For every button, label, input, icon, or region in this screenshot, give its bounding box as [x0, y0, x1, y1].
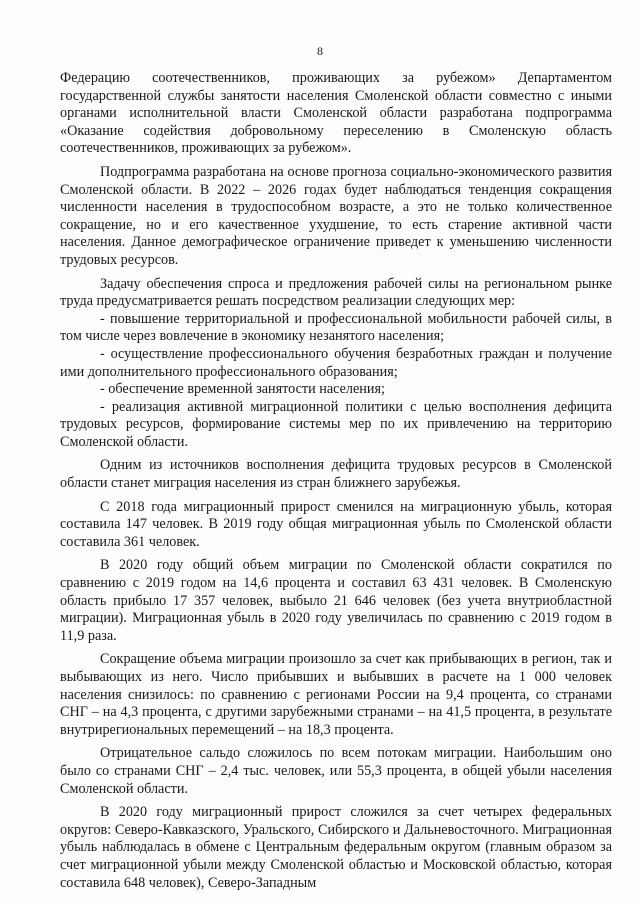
bullet-mobility: - повышение территориальной и профессиональной мобильности рабочей силы, в том числе через вовлечение в экономику незанятого населения; — [60, 310, 612, 345]
paragraph-continuation: Федерацию соотечественников, проживающих за рубежом» Департаментом государственной службы занятости населения Смоленской области совместно с иными органами исполнительной власти Смоленской области разработана подпрограмма «Оказание содействия добровольному переселению в Смоленскую область соотечественников, проживающих за рубежом». — [60, 70, 612, 157]
paragraph-subprogram-basis: Подпрограмма разработана на основе прогноза социально-экономического развития Смоленской области. В 2022 – 2026 годах будет наблюдаться тенденция сокращения численности населения в трудоспособном возрасте, а это не только количественное сокращение, но и его качественное ухудшение, то есть старение активной части населения. Данное демографическое ограничение приведет к уменьшению численности трудовых ресурсов. — [60, 163, 612, 268]
paragraph-migration-source: Одним из источников восполнения дефицита трудовых ресурсов в Смоленской области станет миграция населения из стран ближнего зарубежья. — [60, 457, 612, 492]
paragraph-migration-2018-2019: С 2018 года миграционный прирост сменился на миграционную убыль, которая составила 147 человек. В 2019 году общая миграционная убыль по Смоленской области составила 361 человек. — [60, 498, 612, 550]
paragraph-federal-districts: В 2020 году миграционный прирост сложился за счет четырех федеральных округов: Северо-Кавказского, Уральского, Сибирского и Дальневосточного. Миграционная убыль наблюдалась в обмене с Центральным федеральным округом (главным образом за счет миграционной убыли между Смоленской областью и Московской областью, которая составила 648 человек), Северо-Западным — [60, 804, 612, 891]
page-number: 8 — [317, 44, 323, 58]
paragraph-negative-balance: Отрицательное сальдо сложилось по всем потокам миграции. Наибольшим оно было со странами СНГ – 2,4 тыс. человек, или 55,3 процента, в общей убыли населения Смоленской области. — [60, 745, 612, 797]
bullet-training: - осуществление профессионального обучения безработных граждан и получение ими дополнительного профессионального образования; — [60, 345, 612, 380]
paragraph-migration-reduction: Сокращение объема миграции произошло за счет как прибывающих в регион, так и выбывающих из него. Число прибывших и выбывших в расчете на 1 000 человек населения снизилось: по сравнению с регионами России на 9,4 процента, со странами СНГ – на 4,3 процента, с другими зарубежными странами – на 41,5 процента, в результате внутрирегиональных перемещений – на 18,3 процента. — [60, 651, 612, 738]
paragraph-labor-market-task: Задачу обеспечения спроса и предложения рабочей силы на региональном рынке труда предусматривается решать посредством реализации следующих мер: — [60, 275, 612, 310]
paragraph-migration-2020: В 2020 году общий объем миграции по Смоленской области сократился по сравнению с 2019 годом на 14,6 процента и составил 63 431 человек. В Смоленскую область прибыло 17 357 человек, выбыло 21 646 человек (без учета внутриобластной миграции). Миграционная убыль в 2020 году увеличилась по сравнению с 2019 годом в 11,9 раза. — [60, 557, 612, 644]
bullet-temporary-employment: - обеспечение временной занятости населения; — [100, 381, 385, 398]
bullet-migration-policy: - реализация активной миграционной политики с целью восполнения дефицита трудовых ресурсов, формирование системы мер по их привлечению на территорию Смоленской области. — [60, 398, 612, 450]
document-body — [60, 70, 612, 892]
